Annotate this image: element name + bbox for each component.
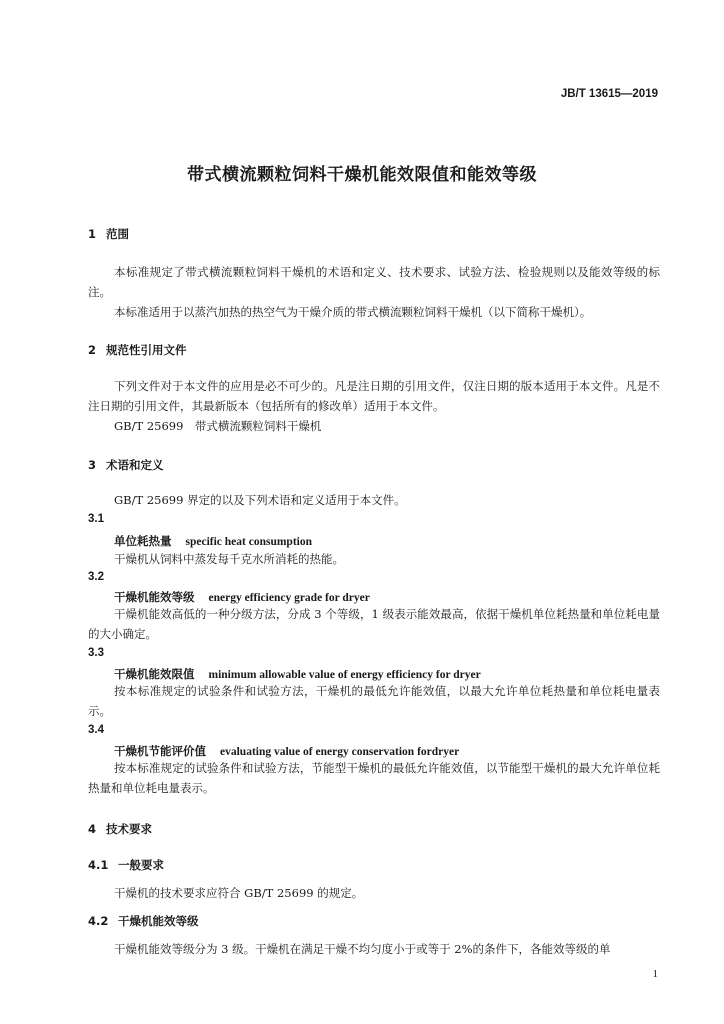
term-3-3-definition	[88, 681, 660, 721]
section-1-number: 1	[88, 227, 97, 241]
section-4-1-heading	[88, 857, 164, 873]
section-2-heading	[88, 342, 187, 358]
standard-code: JB/T 13615—2019	[560, 88, 658, 100]
term-3-2-definition-text: 干燥机能效高低的一种分级方法，分成 3 个等级，1 级表示能效最高，依据干燥机单位耗热量和单位耗电量的大小确定。	[88, 607, 660, 641]
term-3-1-chinese: 单位耗热量	[114, 534, 172, 548]
section-4-1-title: 一般要求	[118, 858, 164, 872]
term-3-3-definition-text: 按本标准规定的试验条件和试验方法，干燥机的最低允许能效值，以最大允许单位耗热量和单位耗电量表示。	[88, 684, 660, 718]
term-3-3-english: minimum allowable value of energy efficiency for dryer	[208, 669, 481, 681]
term-3-2-definition	[88, 604, 660, 644]
document-title: 带式横流颗粒饲料干燥机能效限值和能效等级	[187, 165, 537, 185]
section-1-paragraph-2: 本标准适用于以蒸汽加热的热空气为干燥介质的带式横流颗粒饲料干燥机（以下简称干燥机）。	[114, 305, 592, 319]
section-2-reference: GB/T 25699 带式横流颗粒饲料干燥机	[114, 419, 322, 433]
term-3-1-title	[114, 533, 312, 549]
section-4-1-text: 干燥机的技术要求应符合 GB/T 25699 的规定。	[114, 886, 364, 900]
section-1-heading	[88, 226, 129, 242]
section-2-body	[88, 376, 660, 436]
section-1-body	[88, 262, 660, 322]
term-3-4-definition	[88, 758, 660, 798]
section-2-number: 2	[88, 343, 97, 357]
term-3-4-english: evaluating value of energy conservation fordryer	[220, 746, 460, 758]
section-4-2-number: 4.2	[88, 914, 109, 928]
term-3-3-number: 3.3	[88, 647, 104, 659]
section-1-title: 范围	[106, 227, 129, 241]
term-3-3-chinese: 干燥机能效限值	[114, 667, 195, 681]
section-3-title: 术语和定义	[106, 458, 164, 472]
term-3-2-number: 3.2	[88, 571, 104, 583]
section-4-2-heading	[88, 913, 199, 929]
section-3-heading	[88, 457, 164, 473]
section-4-heading	[88, 821, 152, 837]
section-4-number: 4	[88, 822, 97, 836]
term-3-4-number: 3.4	[88, 724, 104, 736]
page-number: 1	[652, 968, 658, 980]
section-2-title: 规范性引用文件	[106, 343, 187, 357]
term-3-1-english: specific heat consumption	[185, 536, 312, 548]
section-4-2-title: 干燥机能效等级	[118, 914, 199, 928]
term-3-3-title	[114, 666, 481, 682]
section-3-number: 3	[88, 458, 97, 472]
section-1-paragraph-1: 本标准规定了带式横流颗粒饲料干燥机的术语和定义、技术要求、试验方法、检验规则以及能效等级的标注。	[88, 265, 660, 299]
term-3-4-definition-text: 按本标准规定的试验条件和试验方法，节能型干燥机的最低允许能效值，以节能型干燥机的最大允许单位耗热量和单位耗电量表示。	[88, 761, 660, 795]
term-3-1-definition: 干燥机从饲料中蒸发每千克水所消耗的热能。	[114, 552, 344, 566]
section-3-intro: GB/T 25699 界定的以及下列术语和定义适用于本文件。	[114, 493, 406, 507]
section-4-title: 技术要求	[106, 822, 152, 836]
section-4-2-text: 干燥机能效等级分为 3 级。干燥机在满足干燥不均匀度小于或等于 2%的条件下，各能效等级的单	[114, 942, 611, 956]
term-3-1-number: 3.1	[88, 513, 104, 525]
term-3-4-title	[114, 743, 459, 759]
term-3-2-chinese: 干燥机能效等级	[114, 590, 195, 604]
term-3-4-chinese: 干燥机节能评价值	[114, 744, 206, 758]
section-4-1-number: 4.1	[88, 858, 109, 872]
term-3-2-title	[114, 589, 370, 605]
term-3-2-english: energy efficiency grade for dryer	[208, 592, 370, 604]
section-2-paragraph-1: 下列文件对于本文件的应用是必不可少的。凡是注日期的引用文件，仅注日期的版本适用于本文件。凡是不注日期的引用文件，其最新版本（包括所有的修改单）适用于本文件。	[88, 379, 660, 413]
